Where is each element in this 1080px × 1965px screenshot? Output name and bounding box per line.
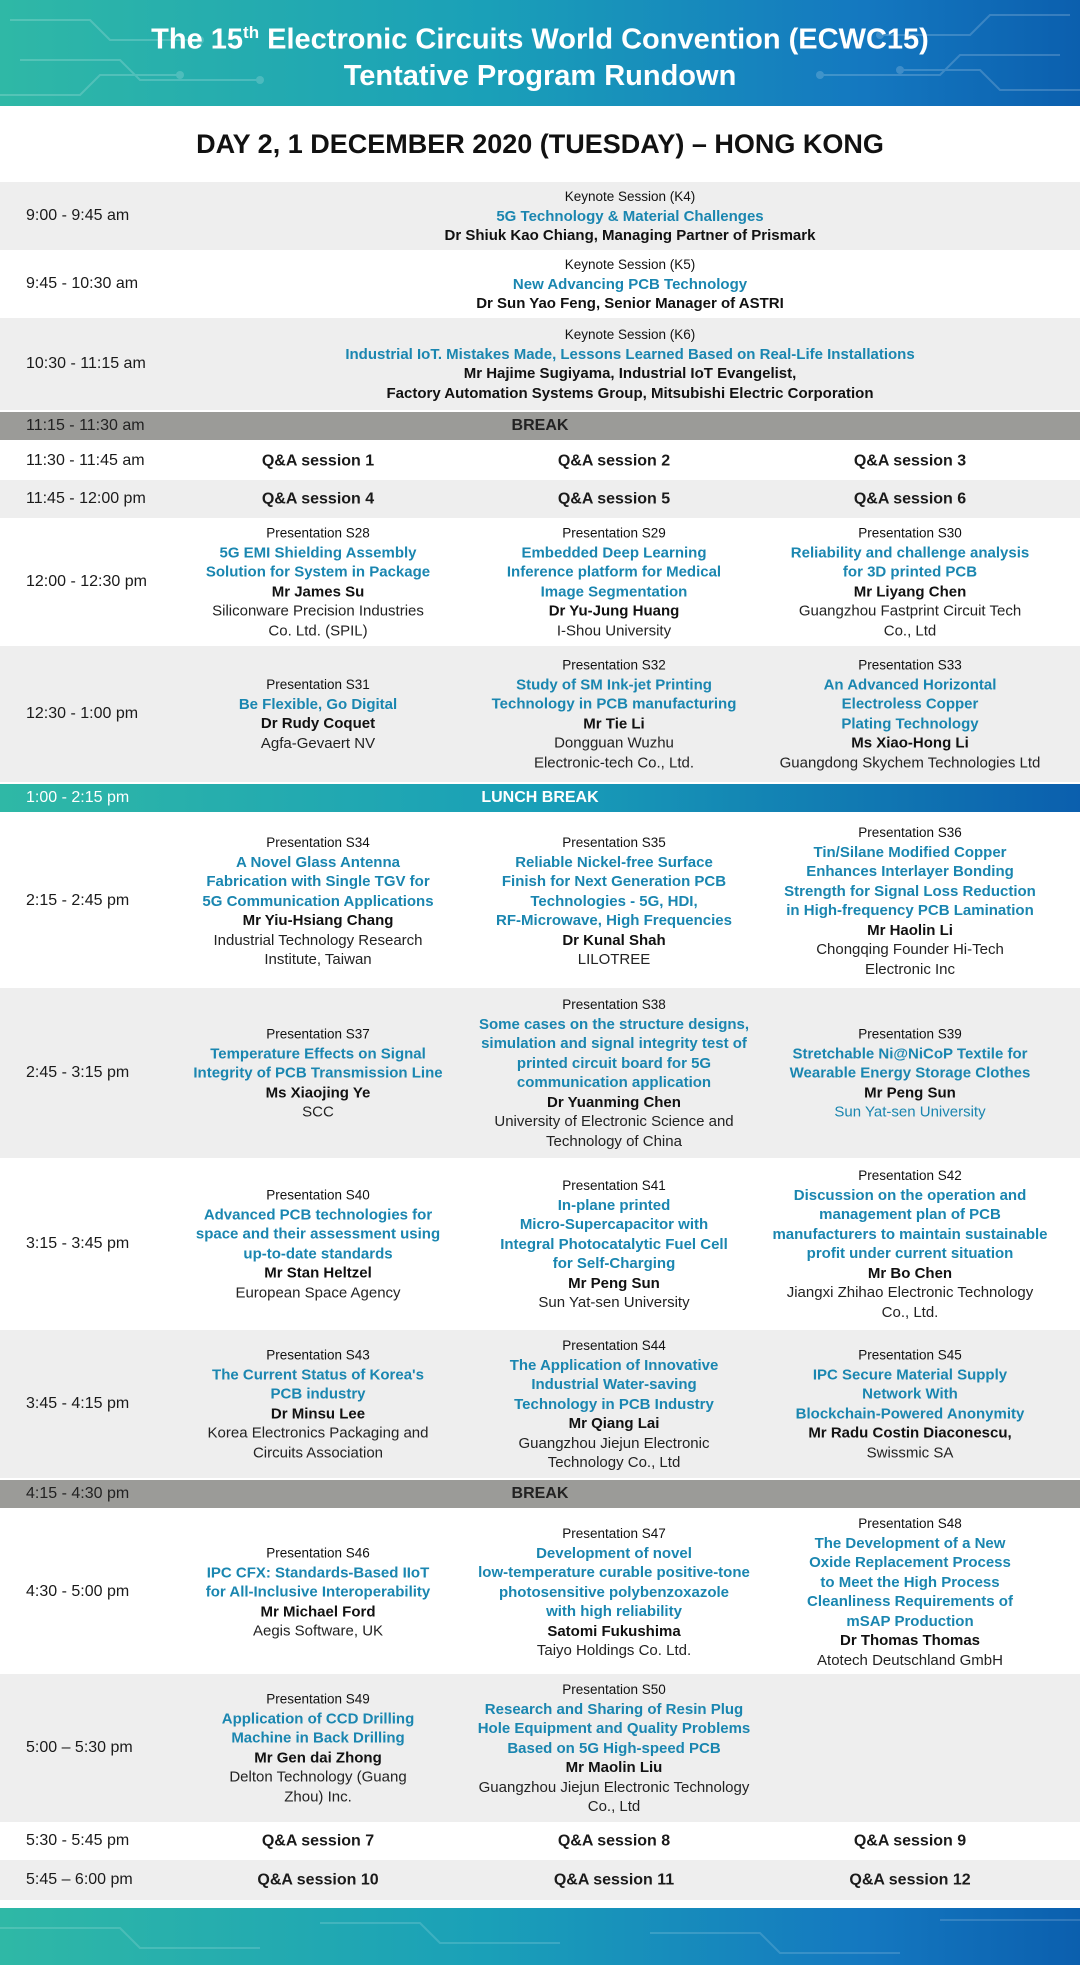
presentation-title: Strength for Signal Loss Reduction <box>784 882 1036 900</box>
presentation-row <box>0 988 1080 1158</box>
speaker-organization: Guangdong Skychem Technologies Ltd <box>779 754 1041 771</box>
speaker-organization: European Space Agency <box>235 1284 401 1301</box>
presentation-title: Development of novel <box>536 1544 692 1562</box>
speaker-organization: Jiangxi Zhihao Electronic Technology <box>786 1284 1034 1301</box>
qa-row <box>0 480 1080 518</box>
speaker-name: Mr Peng Sun <box>568 1274 660 1292</box>
presentation-cell <box>760 656 1060 773</box>
presentation-cell <box>465 1680 763 1817</box>
time-slot: 3:15 - 3:45 pm <box>26 1235 130 1252</box>
presentation-title: Cleanliness Requirements of <box>807 1593 1013 1610</box>
presentation-title: Integral Photocatalytic Fuel Cell <box>500 1235 728 1253</box>
presentation-title: A Novel Glass Antenna <box>236 853 400 871</box>
presentation-row <box>0 1510 1080 1674</box>
circuit-pattern-footer <box>0 1908 1080 1965</box>
presentation-title: Stretchable Ni@NiCoP Textile for <box>792 1044 1028 1062</box>
presentation-title: Technologies - 5G, HDI, <box>530 892 698 910</box>
presentation-label: Presentation S44 <box>562 1337 666 1353</box>
presentation-title: manufacturers to maintain sustainable <box>772 1225 1048 1243</box>
presentation-cell <box>465 1336 763 1473</box>
presentation-label: Presentation S35 <box>562 834 666 850</box>
presentation-title: Advanced PCB technologies for <box>203 1206 433 1223</box>
presentation-cell <box>178 833 458 970</box>
speaker-organization: Sun Yat-sen University <box>834 1103 986 1121</box>
presentation-title: In-plane printed <box>557 1196 671 1214</box>
presentation-cell <box>465 1176 763 1313</box>
presentation-title: RF-Microwave, High Frequencies <box>496 911 732 929</box>
presentation-title: Discussion on the operation and <box>793 1186 1027 1204</box>
speaker-organization: Co., Ltd. <box>881 1303 939 1321</box>
circuit-pattern-left <box>0 0 300 106</box>
presentation-title: An Advanced Horizontal <box>823 676 997 693</box>
presentation-title: Technology in PCB Industry <box>514 1395 714 1413</box>
qa-session: Q&A session 12 <box>849 1871 971 1889</box>
qa-session: Q&A session 9 <box>853 1832 967 1850</box>
presentation-title: Blockchain-Powered Anonymity <box>795 1405 1025 1422</box>
speaker-organization: Zhou) Inc. <box>284 1788 352 1805</box>
presentation-cells <box>0 1510 1080 1674</box>
speaker-name: Mr Haolin Li <box>867 921 953 939</box>
presentation-title: space and their assessment using <box>195 1225 441 1243</box>
qa-session: Q&A session 4 <box>261 490 375 508</box>
presentation-label: Presentation S40 <box>266 1187 370 1203</box>
presentation-cell <box>760 1514 1060 1670</box>
session-title: 5G Technology & Material Challenges <box>496 207 764 225</box>
speaker-organization: Dongguan Wuzhu <box>554 734 674 752</box>
presentation-label: Presentation S39 <box>858 1026 962 1042</box>
speaker-organization: SCC <box>302 1103 334 1121</box>
speaker-organization: Delton Technology (Guang <box>229 1768 407 1786</box>
qa-cells <box>0 442 1080 480</box>
presentation-row <box>0 646 1080 782</box>
presentation-title: Micro-Supercapacitor with <box>519 1215 709 1233</box>
speaker-name: Dr Kunal Shah <box>562 931 666 949</box>
presentation-title: Study of SM Ink-jet Printing <box>516 676 712 693</box>
time-slot: 4:30 - 5:00 pm <box>26 1583 130 1600</box>
time-slot: 9:00 - 9:45 am <box>26 207 130 224</box>
presentation-title: photosensitive polybenzoxazole <box>498 1583 730 1601</box>
speaker-name: Satomi Fukushima <box>547 1622 681 1640</box>
presentation-title: Tin/Silane Modified Copper <box>813 843 1007 861</box>
presentation-title: to Meet the High Process <box>820 1573 1000 1591</box>
speaker-organization: Swissmic SA <box>866 1444 954 1461</box>
presentation-title: Research and Sharing of Resin Plug <box>484 1700 744 1718</box>
speaker-organization: Circuits Association <box>252 1444 384 1461</box>
speaker-name: Ms Xiao-Hong Li <box>851 734 969 752</box>
presentation-title: Application of CCD Drilling <box>221 1710 415 1727</box>
presentation-label: Presentation S49 <box>266 1691 370 1707</box>
presentation-cell <box>760 524 1060 641</box>
presentation-title: Wearable Energy Storage Clothes <box>789 1064 1031 1082</box>
speaker-organization: Co., Ltd <box>883 622 937 639</box>
presentation-title: PCB industry <box>270 1385 366 1403</box>
presentation-label: Presentation S33 <box>858 657 962 673</box>
presentation-cell <box>178 675 458 753</box>
time-slot: 11:30 - 11:45 am <box>26 452 145 469</box>
speaker-organization: Electronic-tech Co., Ltd. <box>533 754 695 771</box>
presentation-cell <box>465 524 763 641</box>
speaker-organization: Taiyo Holdings Co. Ltd. <box>536 1641 692 1659</box>
speaker-name: Mr James Su <box>271 583 365 600</box>
session-label: Keynote Session (K5) <box>564 256 696 272</box>
presentation-title: 5G EMI Shielding Assembly <box>219 544 417 561</box>
presentation-label: Presentation S34 <box>266 834 370 850</box>
time-slot: 5:45 – 6:00 pm <box>26 1871 133 1888</box>
presentation-title: mSAP Production <box>846 1612 974 1630</box>
time-slot: 12:30 - 1:00 pm <box>26 705 139 722</box>
session-title: New Advancing PCB Technology <box>512 275 748 293</box>
page-title: The 15th Electronic Circuits World Convention (ECWC15) <box>151 23 929 56</box>
presentation-title: up-to-date standards <box>243 1245 393 1262</box>
speaker-name: Mr Peng Sun <box>864 1083 956 1101</box>
presentation-title: Electroless Copper <box>841 695 979 713</box>
speaker-name: Mr Maolin Liu <box>565 1758 663 1776</box>
speaker-organization: Chongqing Founder Hi-Tech <box>816 941 1004 958</box>
qa-cells <box>0 1860 1080 1900</box>
day-title: DAY 2, 1 DECEMBER 2020 (TUESDAY) – HONG KONG <box>196 129 884 159</box>
speaker-organization: Institute, Taiwan <box>264 950 372 968</box>
circuit-pattern-right <box>780 0 1080 106</box>
time-slot: 5:30 - 5:45 pm <box>26 1832 130 1849</box>
time-slot: 10:30 - 11:15 am <box>26 355 146 372</box>
keynote-block <box>180 325 1080 403</box>
speaker-name: Dr Sun Yao Feng, Senior Manager of ASTRI <box>476 294 784 312</box>
presentation-cells <box>0 1674 1080 1822</box>
presentation-label: Presentation S38 <box>562 997 666 1012</box>
speaker-name: Mr Yiu-Hsiang Chang <box>242 911 394 929</box>
presentation-title: for Self-Charging <box>552 1254 676 1272</box>
presentation-title: 5G Communication Applications <box>202 892 434 910</box>
speaker-name: Dr Shiuk Kao Chiang, Managing Partner of Prismark <box>444 226 816 244</box>
break-label: BREAK <box>511 417 569 434</box>
presentation-title: IPC CFX: Standards-Based IIoT <box>206 1563 430 1581</box>
speaker-name: Mr Michael Ford <box>260 1602 376 1620</box>
keynote-row <box>0 250 1080 318</box>
time-slot: 3:45 - 4:15 pm <box>26 1395 130 1412</box>
presentation-title: simulation and signal integrity test of <box>481 1035 747 1052</box>
presentation-title: Plating Technology <box>841 715 979 732</box>
presentation-label: Presentation S50 <box>562 1681 666 1697</box>
speaker-name: Mr Stan Heltzel <box>264 1264 372 1282</box>
speaker-name: Ms Xiaojing Ye <box>265 1083 371 1101</box>
keynote-row <box>0 318 1080 410</box>
speaker-name: Dr Thomas Thomas <box>839 1632 981 1649</box>
speaker-name: Mr Radu Costin Diaconescu, <box>808 1424 1012 1442</box>
speaker-organization: I-Shou University <box>556 622 672 639</box>
presentation-cells <box>0 646 1080 782</box>
session-label: Keynote Session (K6) <box>564 327 696 342</box>
presentation-title: Based on 5G High-speed PCB <box>507 1739 721 1757</box>
presentation-title: Industrial Water-saving <box>531 1375 697 1393</box>
presentation-title: Image Segmentation <box>540 583 688 600</box>
speaker-organization: Agfa-Gevaert NV <box>260 734 376 752</box>
presentation-cells <box>0 1158 1080 1330</box>
speaker-name: Dr Yu-Jung Huang <box>548 602 680 620</box>
presentation-title: Be Flexible, Go Digital <box>238 695 398 713</box>
presentation-cell <box>178 1024 458 1122</box>
speaker-organization: Atotech Deutschland GmbH <box>817 1651 1003 1669</box>
program-table <box>0 182 1080 1900</box>
program-header <box>0 0 1080 106</box>
presentation-cell <box>178 1543 458 1641</box>
session-label: Keynote Session (K4) <box>564 188 696 204</box>
presentation-title: Finish for Next Generation PCB <box>501 872 727 890</box>
speaker-organization: Technology of China <box>546 1132 682 1150</box>
presentation-title: Embedded Deep Learning <box>521 544 707 561</box>
presentation-title: Machine in Back Drilling <box>231 1729 405 1747</box>
presentation-title: Fabrication with Single TGV for <box>206 872 430 890</box>
presentation-title: Reliable Nickel-free Surface <box>515 853 713 871</box>
speaker-organization: LILOTREE <box>577 950 651 968</box>
speaker-organization: Co. Ltd. (SPIL) <box>268 622 368 639</box>
presentation-label: Presentation S48 <box>858 1516 962 1531</box>
speaker-organization: Co., Ltd <box>587 1797 641 1815</box>
time-slot: 1:00 - 2:15 pm <box>26 789 130 806</box>
presentation-title: Technology in PCB manufacturing <box>491 695 737 713</box>
break-row <box>0 410 1080 442</box>
presentation-title: profit under current situation <box>806 1245 1014 1262</box>
presentation-label: Presentation S41 <box>562 1177 666 1193</box>
presentation-title: Integrity of PCB Transmission Line <box>193 1064 443 1082</box>
presentation-cell <box>760 1346 1060 1463</box>
qa-row <box>0 442 1080 480</box>
speaker-organization: Industrial Technology Research <box>213 931 423 949</box>
presentation-title: for All-Inclusive Interoperability <box>205 1583 431 1601</box>
presentation-cell <box>760 1166 1060 1322</box>
speaker-organization: University of Electronic Science and <box>494 1113 734 1130</box>
presentation-cell <box>178 1186 458 1303</box>
presentation-title: Inference platform for Medical <box>506 563 722 581</box>
qa-session: Q&A session 8 <box>557 1832 671 1850</box>
presentation-cell <box>465 995 763 1151</box>
qa-session: Q&A session 1 <box>261 452 375 470</box>
presentation-row <box>0 814 1080 988</box>
qa-row <box>0 1822 1080 1860</box>
speaker-name: Dr Yuanming Chen <box>547 1093 681 1111</box>
presentation-cell <box>760 823 1060 979</box>
presentation-cells <box>0 814 1080 988</box>
qa-session: Q&A session 7 <box>261 1832 375 1850</box>
presentation-cell <box>760 1024 1060 1122</box>
speaker-organization: Electronic Inc <box>864 960 956 978</box>
presentation-title: Some cases on the structure designs, <box>478 1015 750 1033</box>
presentation-cell <box>465 656 763 773</box>
qa-session: Q&A session 10 <box>257 1871 379 1889</box>
time-slot: 4:15 - 4:30 pm <box>26 1485 130 1502</box>
speaker-organization: Aegis Software, UK <box>252 1622 384 1640</box>
presentation-cells <box>0 988 1080 1158</box>
speaker-name: Mr Bo Chen <box>867 1264 953 1282</box>
presentation-cell <box>178 1346 458 1463</box>
speaker-organization: Guangzhou Fastprint Circuit Tech <box>798 602 1022 620</box>
presentation-title: with high reliability <box>546 1602 682 1620</box>
time-slot: 11:45 - 12:00 pm <box>26 490 146 507</box>
speaker-organization: Guangzhou Jiejun Electronic <box>518 1434 710 1452</box>
presentation-label: Presentation S28 <box>266 525 370 541</box>
presentation-label: Presentation S36 <box>858 825 962 840</box>
presentation-title: The Current Status of Korea's <box>212 1366 424 1383</box>
qa-session: Q&A session 11 <box>553 1871 675 1889</box>
keynote-row <box>0 182 1080 250</box>
footer-banner <box>0 1908 1080 1965</box>
speaker-organization: Korea Electronics Packaging and <box>207 1424 429 1442</box>
presentation-cell <box>465 1524 763 1661</box>
speaker-name: Dr Minsu Lee <box>270 1405 366 1422</box>
session-title: Industrial IoT. Mistakes Made, Lessons Learned Based on Real-Life Installations <box>345 345 915 363</box>
time-slot: 2:15 - 2:45 pm <box>26 892 130 909</box>
speaker-name: Mr Gen dai Zhong <box>254 1749 382 1766</box>
presentation-title: management plan of PCB <box>819 1206 1001 1223</box>
presentation-label: Presentation S31 <box>266 677 370 692</box>
presentation-title: Temperature Effects on Signal <box>210 1044 426 1062</box>
break-label: LUNCH BREAK <box>481 789 599 806</box>
speaker-organization: Siliconware Precision Industries <box>212 602 424 620</box>
time-slot: 12:00 - 12:30 pm <box>26 573 147 590</box>
presentation-title: printed circuit board for 5G <box>516 1054 712 1072</box>
speaker-organization: Guangzhou Jiejun Electronic Technology <box>478 1778 750 1796</box>
presentation-cell <box>465 833 763 970</box>
presentation-label: Presentation S47 <box>562 1525 666 1541</box>
speaker-name: Mr Qiang Lai <box>568 1414 660 1432</box>
time-slot: 11:15 - 11:30 am <box>26 417 145 434</box>
speaker-name: Mr Liyang Chen <box>853 583 967 600</box>
lunch-break-row <box>0 782 1080 814</box>
presentation-title: Reliability and challenge analysis <box>790 544 1030 561</box>
presentation-title: Enhances Interlayer Bonding <box>806 863 1014 880</box>
presentation-label: Presentation S30 <box>858 525 962 541</box>
time-slot: 9:45 - 10:30 am <box>26 275 139 292</box>
qa-session: Q&A session 5 <box>557 490 671 508</box>
qa-session: Q&A session 2 <box>557 452 671 470</box>
presentation-title: IPC Secure Material Supply <box>812 1366 1008 1383</box>
speaker-name: Dr Rudy Coquet <box>260 715 376 732</box>
presentation-cells <box>0 518 1080 646</box>
time-slot: 5:00 – 5:30 pm <box>26 1739 133 1756</box>
presentation-title: communication application <box>516 1074 712 1091</box>
presentation-cells <box>0 1330 1080 1478</box>
presentation-title: The Application of Innovative <box>509 1356 719 1374</box>
presentation-label: Presentation S45 <box>858 1347 962 1363</box>
presentation-title: Solution for System in Package <box>205 563 431 581</box>
speaker-organization: Technology Co., Ltd <box>547 1453 681 1471</box>
time-slot: 2:45 - 3:15 pm <box>26 1064 130 1081</box>
keynote-block <box>180 187 1080 246</box>
presentation-label: Presentation S43 <box>266 1347 370 1363</box>
qa-session: Q&A session 6 <box>853 490 967 508</box>
presentation-title: for 3D printed PCB <box>842 563 978 581</box>
presentation-label: Presentation S42 <box>858 1168 962 1183</box>
speaker-name: Mr Tie Li <box>583 715 645 732</box>
qa-session: Q&A session 3 <box>853 452 967 470</box>
presentation-label: Presentation S46 <box>266 1545 370 1561</box>
break-row <box>0 1478 1080 1510</box>
speaker-affiliation: Factory Automation Systems Group, Mitsubishi Electric Corporation <box>386 384 874 402</box>
keynote-block <box>180 255 1080 314</box>
presentation-row <box>0 1158 1080 1330</box>
presentation-label: Presentation S32 <box>562 657 666 673</box>
qa-cells <box>0 480 1080 518</box>
presentation-row <box>0 518 1080 646</box>
qa-cells <box>0 1822 1080 1860</box>
presentation-label: Presentation S29 <box>562 525 666 541</box>
presentation-row <box>0 1330 1080 1478</box>
presentation-title: Oxide Replacement Process <box>809 1554 1011 1571</box>
presentation-title: low-temperature curable positive-tone <box>478 1563 750 1581</box>
presentation-label: Presentation S37 <box>266 1026 370 1042</box>
presentation-cell <box>178 1690 458 1807</box>
break-label: BREAK <box>511 1485 569 1502</box>
presentation-title: The Development of a New <box>814 1534 1006 1552</box>
speaker-name: Mr Hajime Sugiyama, Industrial IoT Evangelist, <box>463 365 797 382</box>
speaker-organization: Sun Yat-sen University <box>538 1293 690 1311</box>
presentation-row <box>0 1674 1080 1822</box>
qa-row <box>0 1860 1080 1900</box>
presentation-cell <box>178 524 458 641</box>
presentation-title: in High-frequency PCB Lamination <box>786 902 1034 919</box>
presentation-title: Network With <box>862 1385 958 1403</box>
presentation-title: Hole Equipment and Quality Problems <box>477 1719 751 1737</box>
page-subtitle: Tentative Program Rundown <box>343 59 737 92</box>
